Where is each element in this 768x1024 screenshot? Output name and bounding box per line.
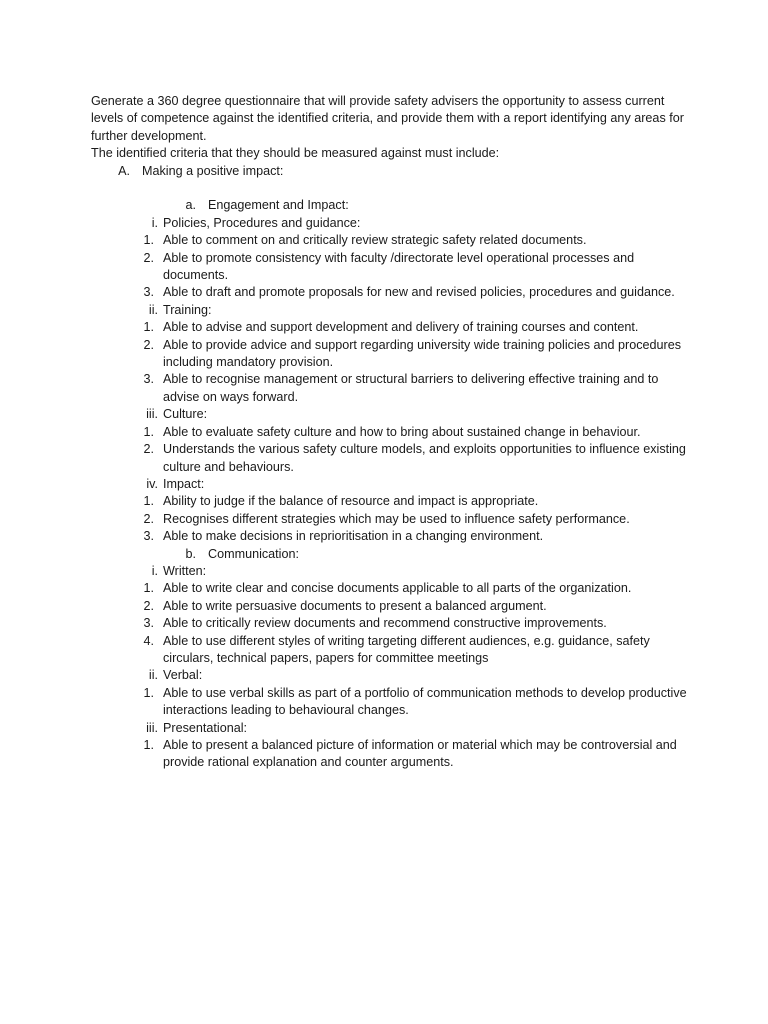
criterion-item	[118, 633, 691, 668]
criterion-item	[118, 598, 691, 615]
criterion-text: Able to provide advice and support regarding university wide training policies and procedures including mandatory provision.	[163, 337, 682, 370]
criterion-item	[118, 424, 691, 441]
criterion-item	[118, 528, 691, 545]
criterion-number: 4.	[143, 633, 154, 648]
topic-item	[118, 215, 691, 302]
topic-heading: Policies, Procedures and guidance:	[163, 215, 361, 230]
subsection-marker: a.	[185, 198, 196, 213]
criterion-item	[118, 737, 691, 772]
topic-heading: Verbal:	[163, 668, 203, 683]
criterion-item	[118, 511, 691, 528]
criteria-list	[143, 685, 691, 720]
criteria-list	[143, 737, 691, 772]
criterion-item	[118, 441, 691, 476]
criterion-item	[118, 685, 691, 720]
criterion-number: 2.	[143, 250, 154, 265]
criterion-text: Recognises different strategies which may be used to influence safety performance.	[163, 511, 630, 526]
criteria-list	[143, 232, 691, 302]
criterion-number: 1.	[143, 738, 154, 753]
topic-heading: Impact:	[163, 476, 205, 491]
topic-item	[118, 667, 691, 719]
topic-marker: i.	[151, 563, 158, 578]
criterion-text: Able to write clear and concise documents applicable to all parts of the organization.	[163, 581, 632, 596]
topic-heading: Culture:	[163, 407, 208, 422]
topic-heading: Written:	[163, 563, 207, 578]
criterion-text: Able to present a balanced picture of information or material which may be controversial and provide rational explanation and counter arguments.	[163, 738, 677, 770]
criterion-number: 1.	[143, 233, 154, 248]
criterion-item	[118, 371, 691, 406]
topic-heading: Training:	[163, 302, 212, 317]
subsection-heading: Communication:	[208, 546, 299, 561]
topic-item	[118, 720, 691, 772]
topic-heading: Presentational:	[163, 720, 248, 735]
criteria-outline	[91, 163, 691, 772]
criterion-item	[118, 580, 691, 597]
topic-marker: ii.	[148, 302, 158, 317]
criterion-number: 2.	[143, 511, 154, 526]
criterion-number: 1.	[143, 685, 154, 700]
subsection-heading: Engagement and Impact:	[208, 198, 349, 213]
section-heading: Making a positive impact:	[142, 163, 284, 178]
criterion-text: Able to use different styles of writing targeting different audiences, e.g. guidance, safety circulars, technical papers, papers for committee meetings	[163, 633, 650, 665]
criterion-number: 3.	[143, 529, 154, 544]
criterion-text: Able to evaluate safety culture and how to bring about sustained change in behaviour.	[163, 424, 641, 439]
topic-item	[118, 563, 691, 667]
topic-marker: i.	[151, 215, 158, 230]
topic-item	[118, 476, 691, 546]
criteria-list	[143, 319, 691, 406]
criteria-list	[143, 580, 691, 667]
criterion-text: Able to use verbal skills as part of a portfolio of communication methods to develop productive interactions leading to behavioural changes.	[163, 685, 687, 718]
criteria-list	[143, 424, 691, 476]
document-body	[91, 93, 691, 772]
topic-list	[143, 215, 691, 546]
section-marker: A.	[118, 163, 130, 178]
subsection-item	[118, 197, 691, 545]
criterion-text: Able to comment on and critically review strategic safety related documents.	[163, 233, 587, 248]
criterion-number: 1.	[143, 581, 154, 596]
topic-marker: iv.	[146, 476, 158, 491]
criterion-number: 1.	[143, 424, 154, 439]
topic-marker: iii.	[146, 407, 158, 422]
criterion-item	[118, 284, 691, 301]
topic-marker: ii.	[148, 668, 158, 683]
subsection-marker: b.	[185, 546, 196, 561]
criterion-item	[118, 232, 691, 249]
criterion-number: 2.	[143, 442, 154, 457]
intro-paragraph: Generate a 360 degree questionnaire that will provide safety advisers the opportunity to assess current levels of competence against the identified criteria, and provide them with a report identifying any areas for further development.	[91, 94, 684, 143]
criterion-text: Able to promote consistency with faculty /directorate level operational processes and documents.	[163, 250, 635, 283]
criterion-number: 2.	[143, 598, 154, 613]
criterion-item	[118, 319, 691, 336]
criterion-text: Ability to judge if the balance of resource and impact is appropriate.	[163, 494, 539, 509]
criteria-lead-in: The identified criteria that they should be measured against must include:	[91, 146, 500, 161]
topic-marker: iii.	[146, 720, 158, 735]
criterion-text: Able to advise and support development and delivery of training courses and content.	[163, 320, 639, 335]
criterion-text: Able to write persuasive documents to present a balanced argument.	[163, 598, 547, 613]
topic-list	[143, 563, 691, 772]
criterion-item	[118, 337, 691, 372]
criterion-item	[118, 615, 691, 632]
criterion-number: 3.	[143, 372, 154, 387]
criterion-text: Able to critically review documents and recommend constructive improvements.	[163, 616, 607, 631]
criterion-number: 1.	[143, 320, 154, 335]
criterion-number: 1.	[143, 494, 154, 509]
criterion-text: Able to recognise management or structural barriers to delivering effective training and to advise on ways forward.	[163, 372, 659, 404]
subsection-list	[118, 197, 691, 771]
topic-item	[118, 406, 691, 476]
criterion-text: Understands the various safety culture models, and exploits opportunities to influence existing culture and behaviours.	[163, 442, 686, 474]
criterion-number: 2.	[143, 337, 154, 352]
criteria-list	[143, 493, 691, 545]
criterion-number: 3.	[143, 616, 154, 631]
topic-item	[118, 302, 691, 406]
criterion-item	[118, 493, 691, 510]
criterion-number: 3.	[143, 285, 154, 300]
section-item	[91, 163, 691, 772]
criterion-item	[118, 250, 691, 285]
subsection-item	[118, 546, 691, 772]
blank-line	[142, 180, 691, 197]
criterion-text: Able to draft and promote proposals for new and revised policies, procedures and guidance.	[163, 285, 675, 300]
criterion-text: Able to make decisions in reprioritisation in a changing environment.	[163, 529, 544, 544]
